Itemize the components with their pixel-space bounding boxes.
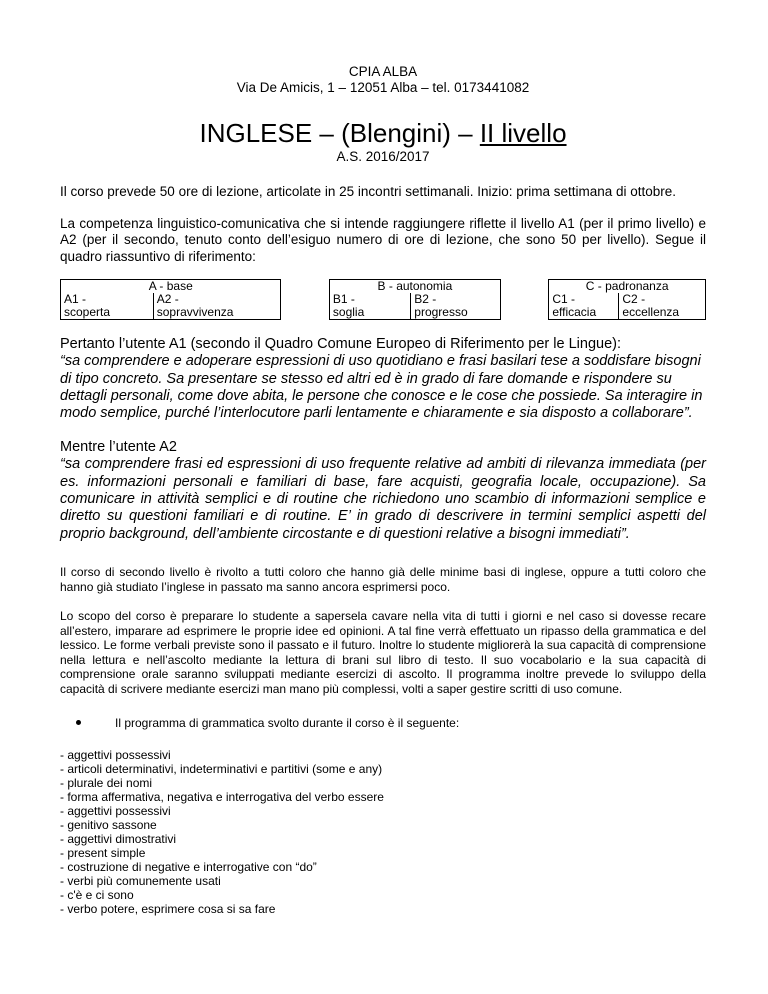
grammar-bullet [60, 716, 706, 730]
intro-paragraph-1: Il corso prevede 50 ore di lezione, articolate in 25 incontri settimanali. Inizio: prima settimana di ottobre. [60, 184, 677, 199]
list-item: - forma affermativa, negativa e interrogativa del verbo essere [60, 790, 384, 805]
a1-section [60, 336, 706, 423]
school-name: CPIA ALBA [348, 64, 418, 79]
level-c2-cell: C2 - eccellenza [619, 293, 706, 320]
a2-intro: Mentre l’utente A2 [60, 438, 177, 455]
school-address: Via De Amicis, 1 – 12051 Alba – tel. 0173441082 [236, 80, 530, 95]
list-item: - genitivo sassone [60, 818, 157, 833]
a2-section [60, 439, 706, 543]
a1-quote: “sa comprendere e adoperare espressioni di uso quotidiano e frasi basilari tese a soddisfare bisogni di tipo concreto. Sa presentare se stesso ed altri ed è in grado di fare domande e rispondere su dettagli personali, come dove abita, le persone che conosce e le cose che possiede. Sa interagire in modo semplice, purché l’interlocutore parli lentamente e chiaramente e sia disposto a collaborare”. [60, 353, 703, 422]
grammar-bullet-text: Il programma di grammatica svolto durante il corso è il seguente: [115, 716, 460, 731]
list-item: - c'è e ci sono [60, 888, 134, 903]
list-item: - articoli determinativi, indeterminativi e partitivi (some e any) [60, 762, 383, 777]
a2-quote: “sa comprendere frasi ed espressioni di uso frequente relative ad ambiti di rilevanza immediata (per es. informazioni personali e familiari di base, fare acquisti, geografia locale, occupazione). Sa comunicare in attività semplici e di routine che richiedono uno scambio di informazioni semplice e diretto su questioni familiari e di routine. E’ in grado di descrivere in termini semplici aspetti del proprio background, dell’ambiente circostante e di questioni relative a bisogni immediati”. [60, 456, 706, 542]
bullet-icon [76, 720, 81, 725]
level-a2-cell: A2 - sopravvivenza [153, 293, 281, 320]
school-year: A.S. 2016/2017 [336, 149, 430, 164]
title-main: INGLESE – (Blengini) – [199, 118, 480, 148]
list-item: - plurale dei nomi [60, 776, 153, 791]
document-title [60, 118, 706, 148]
list-item: - aggettivi dimostrativi [60, 832, 177, 847]
level-a1-cell: A1 - scoperta [61, 293, 154, 320]
level-b2-cell: B2 - progresso [411, 293, 501, 320]
level-b1-cell: B1 - soglia [329, 293, 410, 320]
group-c-header: C - padronanza [549, 279, 706, 293]
list-item: - present simple [60, 846, 146, 861]
level-c1-cell: C1 - efficacia [549, 293, 619, 320]
list-item: - aggettivi possessivi [60, 804, 171, 819]
group-a-header: A - base [61, 279, 281, 293]
document-page [60, 0, 706, 916]
title-level: II livello [479, 118, 567, 148]
list-item: - verbi più comunemente usati [60, 874, 221, 889]
list-item: - aggettivi possessivi [60, 748, 171, 763]
grammar-list [60, 748, 706, 916]
course-paragraph-1: Il corso di secondo livello è rivolto a tutti coloro che hanno già delle minime basi di inglese, oppure a tutti coloro che hanno già studiato l’inglese in passato ma sanno ancora esprimersi poco. [60, 565, 706, 594]
cefr-levels-table [60, 279, 706, 320]
course-paragraph-2: Lo scopo del corso è preparare lo studente a sapersela cavare nella vita di tutti i giorni e nel caso si dovesse recare all’estero, imparare ad esprimere le proprie idee ed opinioni. A tal fine verrà effettuato un ripasso della grammatica e del lessico. Le forme verbali previste sono il passato e il futuro. Inoltre lo studente migliorerà la sua capacità di comprensione nella lettura e nell’ascolto mediante la lettura di brani sul libro di testo. Il suo vocabolario e la sua capacità di comprensione orale saranno sviluppati mediante esercizi di ascolto. Il programma inoltre prevede lo sviluppo della capacità di scrivere mediante esercizi man mano più complessi, volti a saper gestire scritti di uso comune. [60, 609, 706, 696]
list-item: - costruzione di negative e interrogative con “do” [60, 860, 317, 875]
intro-paragraph-2: La competenza linguistico-comunicativa che si intende raggiungere riflette il livello A1 (per il primo livello) e A2 (per il secondo, tenuto conto dell’esiguo numero di ore di lezione, che sono 50 per livello). Segue il quadro riassuntivo di riferimento: [60, 216, 706, 264]
a1-intro: Pertanto l’utente A1 (secondo il Quadro Comune Europeo di Riferimento per le Lingue): [60, 335, 621, 352]
document-header [60, 64, 706, 96]
list-item: - verbo potere, esprimere cosa si sa fare [60, 902, 276, 917]
group-b-header: B - autonomia [329, 279, 500, 293]
